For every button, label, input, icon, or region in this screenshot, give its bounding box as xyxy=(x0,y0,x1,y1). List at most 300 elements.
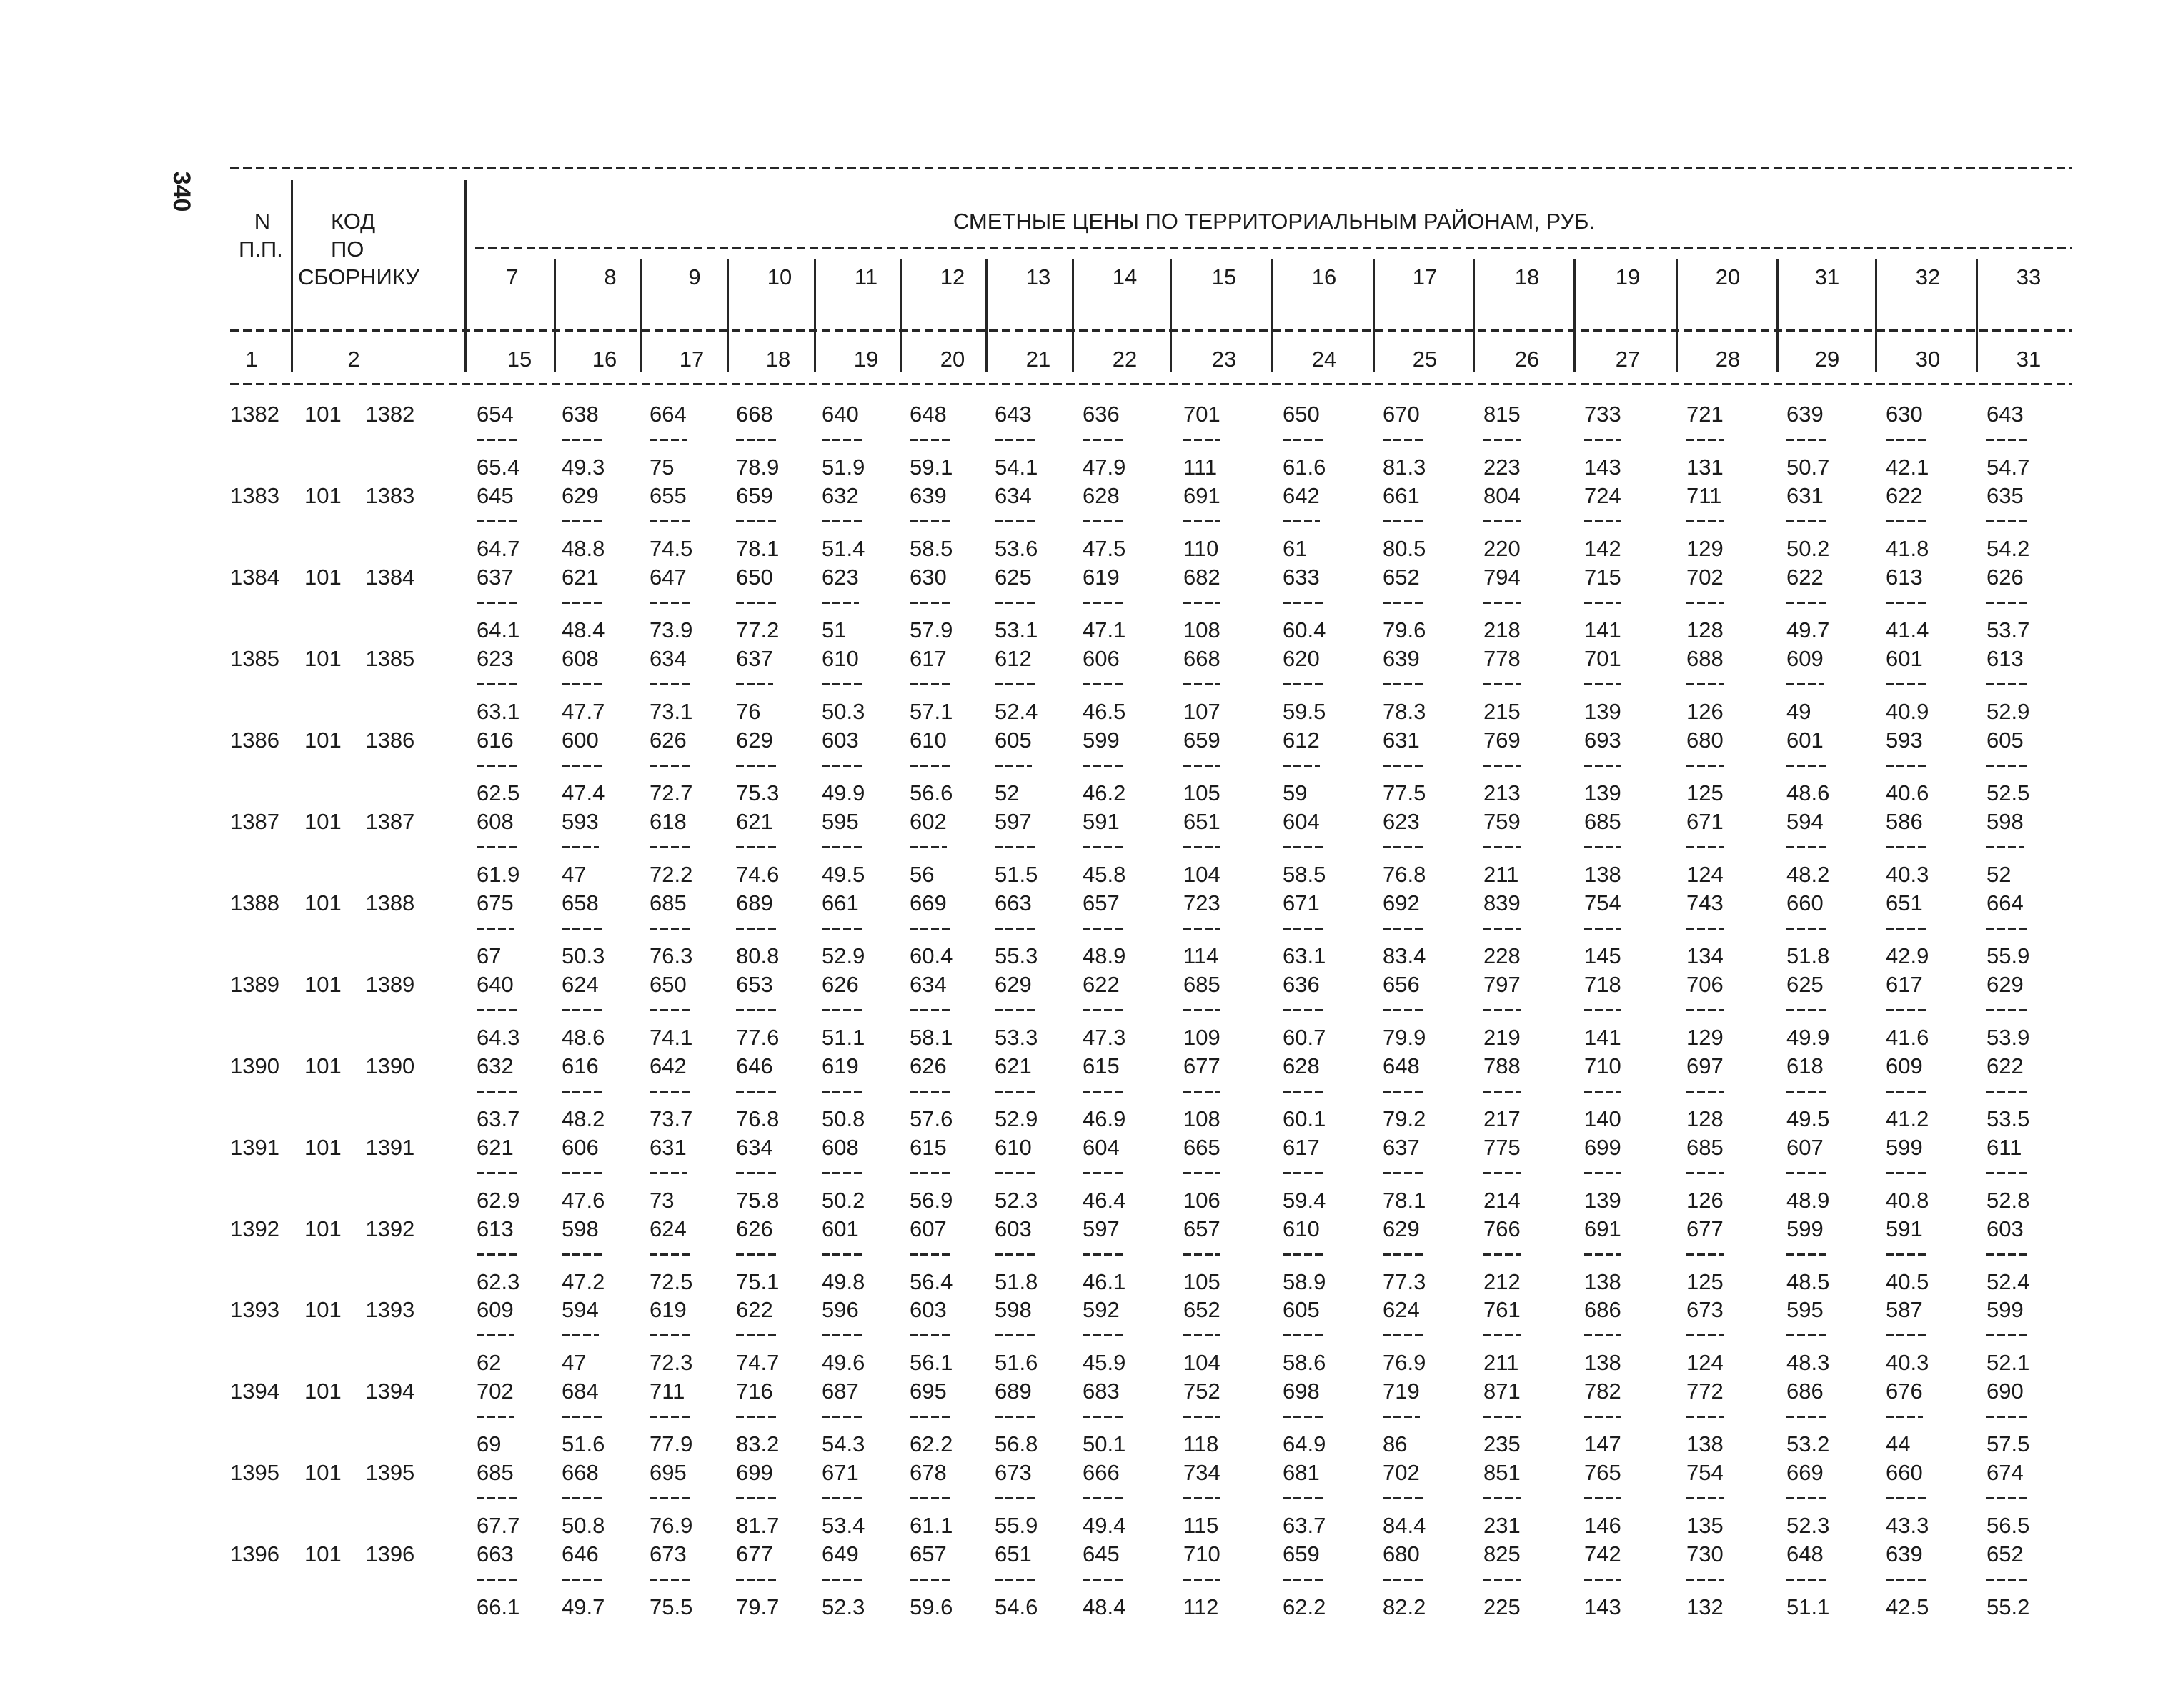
price-lower-value: 64.3 xyxy=(477,1024,520,1050)
table-row xyxy=(0,973,2168,1049)
price-upper-value: 652 xyxy=(1986,1541,2024,1567)
vertical-rule-region-column xyxy=(1271,259,1273,372)
price-cell xyxy=(1283,482,1320,561)
price-lower-value: 78.1 xyxy=(736,535,780,561)
price-lower-value: 141 xyxy=(1584,617,1621,642)
price-upper-value: 613 xyxy=(477,1216,514,1241)
collection-code: 101 1390 xyxy=(304,1053,415,1078)
table-row xyxy=(0,1055,2168,1131)
price-upper-value: 677 xyxy=(736,1541,773,1567)
price-lower-value: 41.4 xyxy=(1886,617,1929,642)
price-lower-value: 145 xyxy=(1584,943,1621,968)
price-upper-value: 637 xyxy=(477,564,514,590)
price-lower-value: 53.6 xyxy=(995,535,1038,561)
price-cell xyxy=(1986,1218,2029,1293)
price-cell xyxy=(1483,729,1521,804)
price-lower-value: 48.3 xyxy=(1786,1350,1830,1376)
price-upper-value: 629 xyxy=(995,971,1032,997)
price-lower-value: 129 xyxy=(1686,1024,1724,1050)
fraction-bar xyxy=(1283,439,1326,441)
price-upper-value: 619 xyxy=(1083,564,1120,590)
fraction-bar xyxy=(1584,1172,1621,1174)
price-lower-value: 78.3 xyxy=(1383,698,1426,724)
fraction-bar xyxy=(562,1497,605,1499)
price-lower-value: 61.6 xyxy=(1283,455,1326,480)
price-lower-value: 231 xyxy=(1483,1513,1521,1539)
fraction-bar xyxy=(1686,1416,1724,1418)
fraction-bar xyxy=(1483,1416,1521,1418)
price-upper-value: 669 xyxy=(910,890,947,915)
price-lower-value: 135 xyxy=(1686,1513,1724,1539)
price-upper-value: 609 xyxy=(477,1297,514,1323)
fraction-bar xyxy=(477,602,519,604)
price-upper-value: 613 xyxy=(1886,564,1923,590)
price-cell xyxy=(1383,729,1426,804)
price-lower-value: 125 xyxy=(1686,1268,1724,1294)
price-upper-value: 766 xyxy=(1483,1216,1521,1241)
price-lower-value: 220 xyxy=(1483,535,1521,561)
price-cell xyxy=(1283,1218,1326,1293)
price-lower-value: 47 xyxy=(562,1350,587,1376)
price-upper-value: 616 xyxy=(477,727,514,753)
fraction-bar xyxy=(1786,602,1829,604)
price-cell xyxy=(1686,1055,1724,1130)
price-lower-value: 235 xyxy=(1483,1431,1521,1457)
region-number-header: 31 xyxy=(1814,264,1840,289)
price-cell xyxy=(1283,973,1326,1048)
price-lower-value: 143 xyxy=(1584,455,1621,480)
price-lower-value: 48.2 xyxy=(1786,861,1830,887)
fraction-bar xyxy=(1083,846,1125,848)
table-row xyxy=(0,566,2168,642)
fraction-bar xyxy=(650,765,692,767)
price-lower-value: 74.1 xyxy=(650,1024,693,1050)
price-lower-value: 56.5 xyxy=(1986,1513,2030,1539)
price-upper-value: 711 xyxy=(650,1379,685,1404)
header-number-sublabel: П.П. xyxy=(239,237,283,262)
vertical-rule-region-column xyxy=(900,259,902,372)
price-cell xyxy=(1283,647,1326,723)
price-lower-value: 217 xyxy=(1483,1106,1521,1131)
fraction-bar xyxy=(477,439,519,441)
price-upper-value: 638 xyxy=(562,402,599,427)
table-row xyxy=(0,1136,2168,1212)
fraction-bar xyxy=(822,1253,865,1256)
price-upper-value: 695 xyxy=(910,1379,947,1404)
price-upper-value: 663 xyxy=(995,890,1032,915)
price-upper-value: 660 xyxy=(1786,890,1824,915)
price-lower-value: 138 xyxy=(1584,1350,1621,1376)
collection-code: 101 1393 xyxy=(304,1297,415,1323)
fraction-bar xyxy=(995,439,1038,441)
fraction-bar xyxy=(1986,683,2029,685)
price-lower-value: 114 xyxy=(1183,943,1219,968)
price-upper-value: 618 xyxy=(1786,1053,1824,1078)
fraction-bar xyxy=(562,765,605,767)
fraction-bar xyxy=(562,1172,605,1174)
price-lower-value: 47.3 xyxy=(1083,1024,1126,1050)
price-upper-value: 730 xyxy=(1686,1541,1724,1567)
price-lower-value: 50.2 xyxy=(822,1187,865,1213)
price-lower-value: 75.1 xyxy=(736,1268,780,1294)
price-lower-value: 42.5 xyxy=(1886,1594,1929,1620)
price-lower-value: 72.2 xyxy=(650,861,693,887)
price-upper-value: 871 xyxy=(1483,1379,1521,1404)
fraction-bar xyxy=(1383,765,1426,767)
fraction-bar xyxy=(1786,1091,1829,1093)
price-upper-value: 599 xyxy=(1986,1297,2024,1323)
price-cell xyxy=(736,1380,779,1455)
price-lower-value: 64.7 xyxy=(477,535,520,561)
price-cell xyxy=(995,1055,1038,1130)
column-index-number: 17 xyxy=(679,347,705,372)
fraction-bar xyxy=(1283,1172,1326,1174)
price-upper-value: 689 xyxy=(995,1379,1032,1404)
price-cell xyxy=(1686,647,1724,723)
price-cell xyxy=(1584,1218,1621,1293)
price-cell xyxy=(995,810,1038,885)
price-cell xyxy=(1083,1218,1125,1293)
fraction-bar xyxy=(910,765,953,767)
price-cell xyxy=(1183,1380,1220,1455)
price-lower-value: 47.6 xyxy=(562,1187,605,1213)
fraction-bar xyxy=(910,602,953,604)
price-upper-value: 699 xyxy=(736,1460,773,1486)
fraction-bar xyxy=(650,1497,692,1499)
fraction-bar xyxy=(1283,1416,1326,1418)
region-number-header: 14 xyxy=(1112,264,1138,289)
price-cell xyxy=(650,647,692,723)
price-upper-value: 698 xyxy=(1283,1379,1320,1404)
fraction-bar xyxy=(822,928,865,930)
fraction-bar xyxy=(1584,602,1621,604)
price-upper-value: 633 xyxy=(1283,564,1320,590)
price-cell xyxy=(1283,729,1320,804)
price-lower-value: 53.4 xyxy=(822,1513,865,1539)
fraction-bar xyxy=(1986,1091,2029,1093)
price-lower-value: 109 xyxy=(1183,1024,1220,1050)
price-lower-value: 79.2 xyxy=(1383,1106,1426,1131)
price-lower-value: 50.1 xyxy=(1083,1431,1126,1457)
price-lower-value: 51.1 xyxy=(1786,1594,1830,1620)
fraction-bar xyxy=(562,1009,605,1011)
price-lower-value: 79.9 xyxy=(1383,1024,1426,1050)
fraction-bar xyxy=(910,1009,953,1011)
fraction-bar xyxy=(1083,1497,1125,1499)
fraction-bar xyxy=(736,1172,779,1174)
price-cell xyxy=(822,1543,865,1618)
price-lower-value: 141 xyxy=(1584,1024,1621,1050)
price-upper-value: 617 xyxy=(910,645,947,671)
table-row xyxy=(0,647,2168,723)
price-upper-value: 636 xyxy=(1083,402,1120,427)
price-lower-value: 49.5 xyxy=(822,861,865,887)
price-upper-value: 637 xyxy=(736,645,773,671)
header-code-label-line3: СБОРНИКУ xyxy=(298,264,419,289)
fraction-bar xyxy=(1183,1172,1220,1174)
price-cell xyxy=(1283,1543,1326,1618)
price-cell xyxy=(650,1055,692,1130)
price-upper-value: 623 xyxy=(477,645,514,671)
price-cell xyxy=(822,892,865,967)
price-cell xyxy=(736,1543,779,1618)
price-lower-value: 47.9 xyxy=(1083,455,1126,480)
fraction-bar xyxy=(1786,1009,1829,1011)
price-upper-value: 603 xyxy=(1986,1216,2024,1241)
price-cell xyxy=(1986,1543,2029,1618)
price-lower-value: 51.5 xyxy=(995,861,1038,887)
collection-code: 101 1396 xyxy=(304,1541,415,1567)
row-number: 1394 xyxy=(230,1379,279,1404)
fraction-bar xyxy=(1886,439,1929,441)
vertical-rule-region-column xyxy=(1776,259,1779,372)
fraction-bar xyxy=(995,1334,1038,1336)
price-cell xyxy=(1886,1218,1929,1293)
price-cell xyxy=(1483,1055,1521,1130)
price-upper-value: 686 xyxy=(1584,1297,1621,1323)
price-cell xyxy=(736,1299,779,1374)
price-upper-value: 686 xyxy=(1786,1379,1824,1404)
price-lower-value: 80.8 xyxy=(736,943,780,968)
price-lower-value: 67 xyxy=(477,943,502,968)
fraction-bar xyxy=(1283,1334,1326,1336)
price-lower-value: 143 xyxy=(1584,1594,1621,1620)
price-cell xyxy=(995,1299,1038,1374)
price-upper-value: 650 xyxy=(736,564,773,590)
price-cell xyxy=(1986,729,2029,804)
price-lower-value: 52.9 xyxy=(822,943,865,968)
price-upper-value: 643 xyxy=(995,402,1032,427)
fraction-bar xyxy=(1083,1253,1125,1256)
price-lower-value: 55.9 xyxy=(1986,943,2030,968)
price-upper-value: 625 xyxy=(995,564,1032,590)
price-cell xyxy=(910,1380,953,1455)
price-upper-value: 593 xyxy=(1886,727,1923,753)
fraction-bar xyxy=(1584,1416,1621,1418)
price-lower-value: 76.8 xyxy=(736,1106,780,1131)
price-lower-value: 82.2 xyxy=(1383,1594,1426,1620)
price-upper-value: 623 xyxy=(1383,808,1420,834)
column-index-number: 25 xyxy=(1412,347,1438,372)
row-number: 1392 xyxy=(230,1216,279,1241)
price-upper-value: 599 xyxy=(1083,727,1120,753)
price-cell xyxy=(1986,1055,2029,1130)
header-code-label-line2: ПО xyxy=(331,237,364,262)
price-cell xyxy=(1786,566,1829,641)
row-number: 1391 xyxy=(230,1134,279,1160)
price-cell xyxy=(562,1380,605,1455)
price-cell xyxy=(1886,973,1929,1048)
price-upper-value: 609 xyxy=(1886,1053,1923,1078)
fraction-bar xyxy=(995,683,1038,685)
price-upper-value: 788 xyxy=(1483,1053,1521,1078)
price-lower-value: 67.7 xyxy=(477,1513,520,1539)
price-cell xyxy=(1686,1136,1724,1211)
fraction-bar xyxy=(1183,1579,1220,1581)
price-lower-value: 56.9 xyxy=(910,1187,953,1213)
fraction-bar xyxy=(1483,1334,1521,1336)
price-cell xyxy=(650,973,692,1048)
price-lower-value: 54.7 xyxy=(1986,455,2030,480)
price-upper-value: 683 xyxy=(1083,1379,1120,1404)
price-lower-value: 129 xyxy=(1686,535,1724,561)
price-cell xyxy=(1786,1380,1829,1455)
price-upper-value: 769 xyxy=(1483,727,1521,753)
price-lower-value: 58.1 xyxy=(910,1024,953,1050)
price-upper-value: 595 xyxy=(822,808,859,834)
fraction-bar xyxy=(1483,683,1521,685)
fraction-bar xyxy=(1383,1091,1426,1093)
price-cell xyxy=(822,810,865,885)
column-index-number: 30 xyxy=(1915,347,1941,372)
price-upper-value: 691 xyxy=(1584,1216,1621,1241)
price-lower-value: 52.3 xyxy=(995,1187,1038,1213)
fraction-bar xyxy=(822,439,865,441)
collection-code: 101 1383 xyxy=(304,482,415,508)
fraction-bar xyxy=(1183,1416,1220,1418)
price-lower-value: 52.3 xyxy=(822,1594,865,1620)
fraction-bar xyxy=(1686,1091,1724,1093)
fraction-bar xyxy=(995,1497,1038,1499)
price-cell xyxy=(1483,1460,1521,1539)
price-cell xyxy=(1886,1055,1929,1130)
price-lower-value: 49.9 xyxy=(1786,1024,1830,1050)
fraction-bar xyxy=(822,1497,865,1499)
fraction-bar xyxy=(562,1416,605,1418)
price-cell xyxy=(910,729,953,804)
price-upper-value: 626 xyxy=(736,1216,773,1241)
price-upper-value: 634 xyxy=(995,482,1032,508)
price-cell xyxy=(1383,647,1426,723)
price-upper-value: 603 xyxy=(995,1216,1032,1241)
price-upper-value: 752 xyxy=(1183,1379,1220,1404)
fraction-bar xyxy=(1584,928,1621,930)
fraction-bar xyxy=(1786,683,1824,685)
price-upper-value: 636 xyxy=(1283,971,1320,997)
price-upper-value: 593 xyxy=(562,808,599,834)
price-lower-value: 54.1 xyxy=(995,455,1038,480)
price-cell xyxy=(1283,1055,1326,1130)
fraction-bar xyxy=(1584,846,1621,848)
price-cell xyxy=(477,403,519,478)
price-lower-value: 47 xyxy=(562,861,587,887)
table-row xyxy=(0,892,2168,968)
fraction-bar xyxy=(822,1579,865,1581)
fraction-bar xyxy=(1686,602,1724,604)
vertical-rule-number-column xyxy=(291,180,293,372)
price-cell xyxy=(1083,810,1125,885)
price-cell xyxy=(1584,973,1621,1048)
fraction-bar xyxy=(1886,1009,1929,1011)
price-lower-value: 62.2 xyxy=(1283,1594,1326,1620)
region-number-header: 32 xyxy=(1915,264,1941,289)
fraction-bar xyxy=(650,1579,692,1581)
price-lower-value: 54.6 xyxy=(995,1594,1038,1620)
header-dashed-rule xyxy=(230,329,2072,332)
price-upper-value: 702 xyxy=(1686,564,1724,590)
price-cell xyxy=(562,973,605,1048)
price-cell xyxy=(1083,403,1125,478)
price-lower-value: 112 xyxy=(1183,1594,1219,1620)
price-lower-value: 223 xyxy=(1483,455,1521,480)
price-lower-value: 40.6 xyxy=(1886,780,1929,805)
fraction-bar xyxy=(1686,683,1724,685)
price-lower-value: 66.1 xyxy=(477,1594,520,1620)
fraction-bar xyxy=(1483,1253,1521,1256)
price-cell xyxy=(1183,729,1220,804)
price-cell xyxy=(910,1136,953,1211)
price-cell xyxy=(650,1543,692,1618)
price-cell xyxy=(736,810,779,885)
price-cell xyxy=(910,1055,953,1130)
price-upper-value: 652 xyxy=(1383,564,1420,590)
fraction-bar xyxy=(995,1172,1038,1174)
fraction-bar xyxy=(1083,683,1125,685)
price-cell xyxy=(995,973,1038,1048)
price-lower-value: 52.3 xyxy=(1786,1513,1830,1539)
price-cell xyxy=(1383,810,1426,885)
row-number: 1395 xyxy=(230,1460,279,1486)
price-cell xyxy=(1886,482,1929,561)
row-number: 1385 xyxy=(230,645,279,671)
price-cell xyxy=(1483,1299,1521,1374)
price-upper-value: 628 xyxy=(1083,482,1120,508)
price-lower-value: 76.8 xyxy=(1383,861,1426,887)
fraction-bar xyxy=(995,520,1038,522)
fraction-bar xyxy=(1183,1497,1220,1499)
price-upper-value: 661 xyxy=(1383,482,1420,508)
price-lower-value: 51 xyxy=(822,617,847,642)
fraction-bar xyxy=(995,846,1038,848)
vertical-rule-region-column xyxy=(985,259,988,372)
price-upper-value: 648 xyxy=(1786,1541,1824,1567)
price-cell xyxy=(910,403,953,478)
price-cell xyxy=(1686,1543,1724,1618)
price-lower-value: 65.4 xyxy=(477,455,520,480)
fraction-bar xyxy=(1786,439,1829,441)
price-lower-value: 75.8 xyxy=(736,1187,780,1213)
top-dashed-rule xyxy=(230,167,2072,169)
price-upper-value: 653 xyxy=(736,971,773,997)
price-lower-value: 51.9 xyxy=(822,455,865,480)
fraction-bar xyxy=(1383,1172,1426,1174)
price-lower-value: 126 xyxy=(1686,698,1724,724)
price-cell xyxy=(1584,1543,1621,1618)
table-row xyxy=(0,482,2168,561)
price-upper-value: 610 xyxy=(995,1134,1032,1160)
price-lower-value: 105 xyxy=(1183,780,1220,805)
table-row xyxy=(0,810,2168,886)
fraction-bar xyxy=(1283,1091,1326,1093)
price-upper-value: 719 xyxy=(1383,1379,1420,1404)
price-cell xyxy=(1886,1543,1929,1618)
price-lower-value: 50.3 xyxy=(562,943,605,968)
fraction-bar xyxy=(910,1579,953,1581)
price-lower-value: 52.9 xyxy=(995,1106,1038,1131)
fraction-bar xyxy=(910,846,947,848)
price-lower-value: 128 xyxy=(1686,1106,1724,1131)
price-upper-value: 635 xyxy=(1986,482,2024,508)
price-upper-value: 657 xyxy=(1183,1216,1220,1241)
price-lower-value: 146 xyxy=(1584,1513,1621,1539)
price-lower-value: 77.6 xyxy=(736,1024,780,1050)
price-cell xyxy=(1183,973,1220,1048)
price-upper-value: 804 xyxy=(1483,482,1521,508)
fraction-bar xyxy=(477,1579,519,1581)
price-lower-value: 40.3 xyxy=(1886,861,1929,887)
price-lower-value: 77.9 xyxy=(650,1431,693,1457)
fraction-bar xyxy=(910,1253,953,1256)
